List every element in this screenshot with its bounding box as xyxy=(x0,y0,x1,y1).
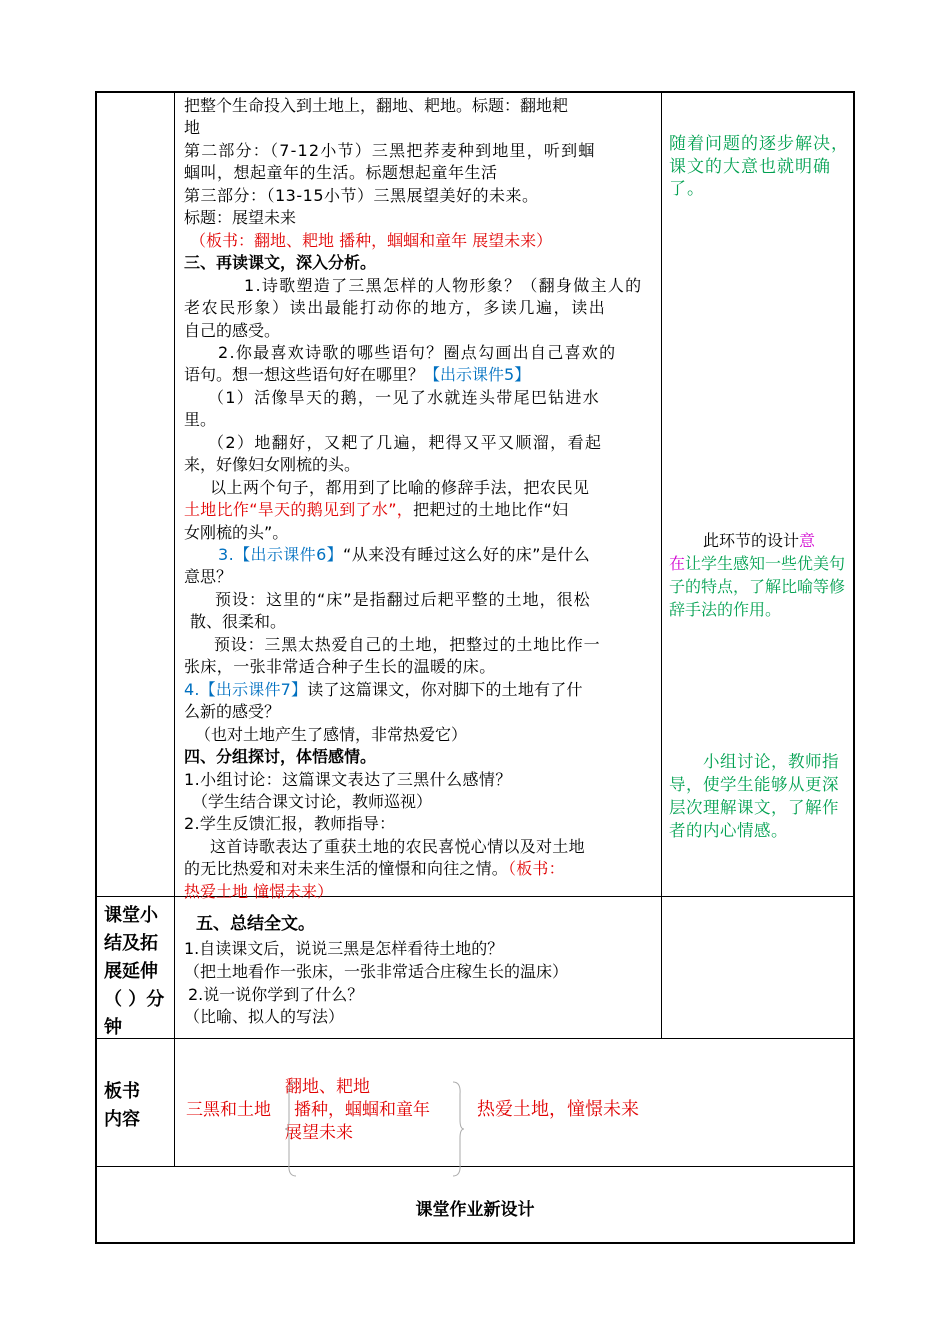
content-line-segment: 2.学生反馈汇报，教师指导： xyxy=(184,814,396,834)
side-note-1: 随着问题的逐步解决，课文的大意也就明确了。 xyxy=(669,134,849,199)
content-line xyxy=(214,634,600,656)
side-note-2-part-b: 意 xyxy=(799,531,816,550)
content-line xyxy=(184,566,232,588)
side-note-2 xyxy=(669,529,847,621)
content-line xyxy=(184,364,530,386)
content-line xyxy=(184,656,496,678)
content-line-segment: 把耙过的土地比作“妇 xyxy=(413,500,569,520)
content-line xyxy=(184,881,333,903)
content-line-segment: 里。 xyxy=(184,410,217,430)
board-left-text: 三黑和土地 xyxy=(186,1100,271,1120)
homework-title: 课堂作业新设计 xyxy=(415,1200,535,1220)
content-line xyxy=(184,679,583,701)
content-line-segment: 么新的感受？ xyxy=(184,702,281,722)
summary-label-line: 展延伸 xyxy=(104,961,158,982)
content-line xyxy=(184,117,200,139)
content-line xyxy=(210,477,590,499)
content-line xyxy=(184,185,539,207)
content-line xyxy=(184,140,596,162)
side-note-3-text: 小组讨论，教师指导，使学生能够从更深层次理解课文，了解作者的内心情感。 xyxy=(669,752,839,840)
content-line xyxy=(184,858,565,880)
content-line-segment: 来，好像妇女刚梳的头。 xyxy=(184,455,361,475)
summary-label-line: 结及拓 xyxy=(104,933,158,954)
content-line-segment: 地 xyxy=(184,118,201,138)
content-line-segment: 把整个生命投入到土地上，翻地、耙地。标题：翻地耙 xyxy=(184,96,569,115)
content-line-segment: 预设：这里的“床”是指翻过后耙平整的土地，很松 xyxy=(215,589,591,609)
content-line-segment: 热爱土地 憧憬未来） xyxy=(184,881,334,901)
content-line xyxy=(244,275,642,297)
content-line-segment: 张床，一张非常适合种子生长的温暖的床。 xyxy=(184,657,496,677)
summary-line: （把土地看作一张床，一张非常适合庄稼生长的温床） xyxy=(184,962,569,981)
summary-label-line: 课堂小 xyxy=(104,905,158,926)
content-line xyxy=(184,813,395,835)
summary-line: 2.说一说你学到了什么？ xyxy=(188,985,364,1004)
board-mid-line-3: 展望未来 xyxy=(285,1123,353,1143)
summary-heading: 五、总结全文。 xyxy=(196,914,315,934)
content-line-segment: 3.【出示课件6】 xyxy=(218,545,344,564)
content-line-segment: 2.你最喜欢诗歌的哪些语句？圈点勾画出自己喜欢的 xyxy=(218,342,617,362)
content-line-segment: 的无比热爱和对未来生活的憧憬和向往之情。 xyxy=(184,859,509,879)
content-line-segment: 标题：展望未来 xyxy=(184,208,297,228)
table-row-divider-3 xyxy=(95,1166,855,1167)
content-line-segment: 意思？ xyxy=(184,567,233,587)
content-line-segment: 老农民形象）读出最能打动你的地方，多读几遍，读出 xyxy=(184,298,607,318)
content-line xyxy=(184,207,296,229)
content-line xyxy=(184,95,568,117)
content-line-segment: （学生结合课文讨论，教师巡视） xyxy=(192,791,433,811)
content-line-segment: 语句。想一想这些语句好在哪里？ xyxy=(184,365,425,385)
content-line xyxy=(184,409,216,431)
table-border-top xyxy=(95,91,855,93)
content-line xyxy=(208,387,600,409)
content-line xyxy=(184,499,568,521)
table-border-col1 xyxy=(174,91,175,1167)
content-line-segment: （1）活像旱天的鹅，一见了水就连头带尾巴钻进水 xyxy=(208,387,601,407)
content-line-segment: 1.诗歌塑造了三黑怎样的人物形象？（翻身做主人的 xyxy=(244,275,643,295)
content-line-segment: 4.【出示课件7】 xyxy=(184,679,308,699)
content-line xyxy=(184,162,498,184)
content-line-segment: 土地比作“旱天的鹅见到了水”， xyxy=(184,500,414,520)
content-line xyxy=(192,791,432,813)
board-left-brace-icon xyxy=(284,1080,298,1178)
summary-line: 1.自读课文后，说说三黑是怎样看待土地的？ xyxy=(184,939,504,958)
content-line-segment: 1.小组讨论：这篇课文表达了三黑什么感情？ xyxy=(184,769,512,789)
content-line-segment: 四、分组探讨，体悟感情。 xyxy=(184,747,377,767)
content-line-segment: 三、再读课文，深入分析。 xyxy=(184,253,377,273)
summary-line: （比喻、拟人的写法） xyxy=(184,1007,345,1026)
content-line-segment: 第三部分：（13-15小节）三黑展望美好的未来。 xyxy=(184,185,539,205)
board-label-line: 板书 xyxy=(104,1081,140,1102)
board-right-text: 热爱土地，憧憬未来 xyxy=(477,1099,639,1120)
content-line xyxy=(195,724,467,746)
content-line-segment: 第二部分：（7-12小节）三黑把荞麦种到地里，听到蝈 xyxy=(184,140,596,160)
board-right-brace-icon xyxy=(451,1080,465,1178)
summary-label xyxy=(104,902,172,1042)
board-mid-line-1: 翻地、耙地 xyxy=(285,1077,370,1097)
table-border-left xyxy=(95,91,97,1243)
content-line xyxy=(190,230,552,252)
content-line xyxy=(184,320,280,342)
content-line-segment: “从来没有睡过这么好的床”是什么 xyxy=(343,545,591,564)
side-note-3 xyxy=(669,750,853,842)
content-line xyxy=(215,589,591,611)
board-label xyxy=(104,1078,140,1134)
content-line xyxy=(184,297,606,319)
content-line xyxy=(184,522,288,544)
table-border-bottom xyxy=(95,1242,855,1244)
content-line-segment: 读了这篇课文，你对脚下的土地有了什 xyxy=(307,679,583,699)
content-line-segment: 【出示课件5】 xyxy=(424,365,531,385)
summary-label-line: 钟 xyxy=(104,1017,122,1038)
side-note-2-part-d: 让学生感知一些优美句子的特点，了解比喻等修辞手法的作用。 xyxy=(669,554,846,619)
table-border-right xyxy=(853,91,855,1243)
content-line xyxy=(184,769,512,791)
content-line xyxy=(210,836,585,858)
side-note-2-part-c: 在 xyxy=(669,554,686,573)
content-line-segment: 自己的感受。 xyxy=(184,320,281,340)
content-line-segment: 女刚梳的头”。 xyxy=(184,522,289,542)
content-line-segment: 以上两个句子，都用到了比喻的修辞手法，把农民见 xyxy=(210,477,590,497)
content-line xyxy=(184,454,360,476)
board-label-line: 内容 xyxy=(104,1109,140,1130)
content-line-segment: 蝈叫，想起童年的生活。标题想起童年生活 xyxy=(184,163,498,183)
content-line-segment: （板书： xyxy=(508,859,565,879)
summary-label-line: （ ）分 xyxy=(104,989,165,1010)
side-note-2-part-a: 此环节的设计 xyxy=(703,531,800,550)
content-line-segment: （也对土地产生了感情，非常热爱它） xyxy=(195,724,468,744)
content-line xyxy=(190,611,286,633)
table-row-divider-2 xyxy=(95,1038,855,1039)
content-line-segment: 散、很柔和。 xyxy=(190,612,287,632)
content-line xyxy=(184,701,280,723)
content-line-segment: 这首诗歌表达了重获土地的农民喜悦心情以及对土地 xyxy=(210,836,585,856)
content-line-segment: （板书：翻地、耙地 播种，蝈蝈和童年 展望未来） xyxy=(190,230,553,250)
content-line xyxy=(184,252,376,274)
content-line xyxy=(218,342,616,364)
content-line xyxy=(184,746,376,768)
board-mid-line-2: 播种，蝈蝈和童年 xyxy=(294,1100,430,1120)
content-line xyxy=(218,544,590,566)
content-line xyxy=(208,432,602,454)
content-line-segment: 预设：三黑太热爱自己的土地，把整过的土地比作一 xyxy=(214,634,601,654)
content-line-segment: （2）地翻好，又耙了几遍，耙得又平又顺溜，看起 xyxy=(208,432,603,452)
